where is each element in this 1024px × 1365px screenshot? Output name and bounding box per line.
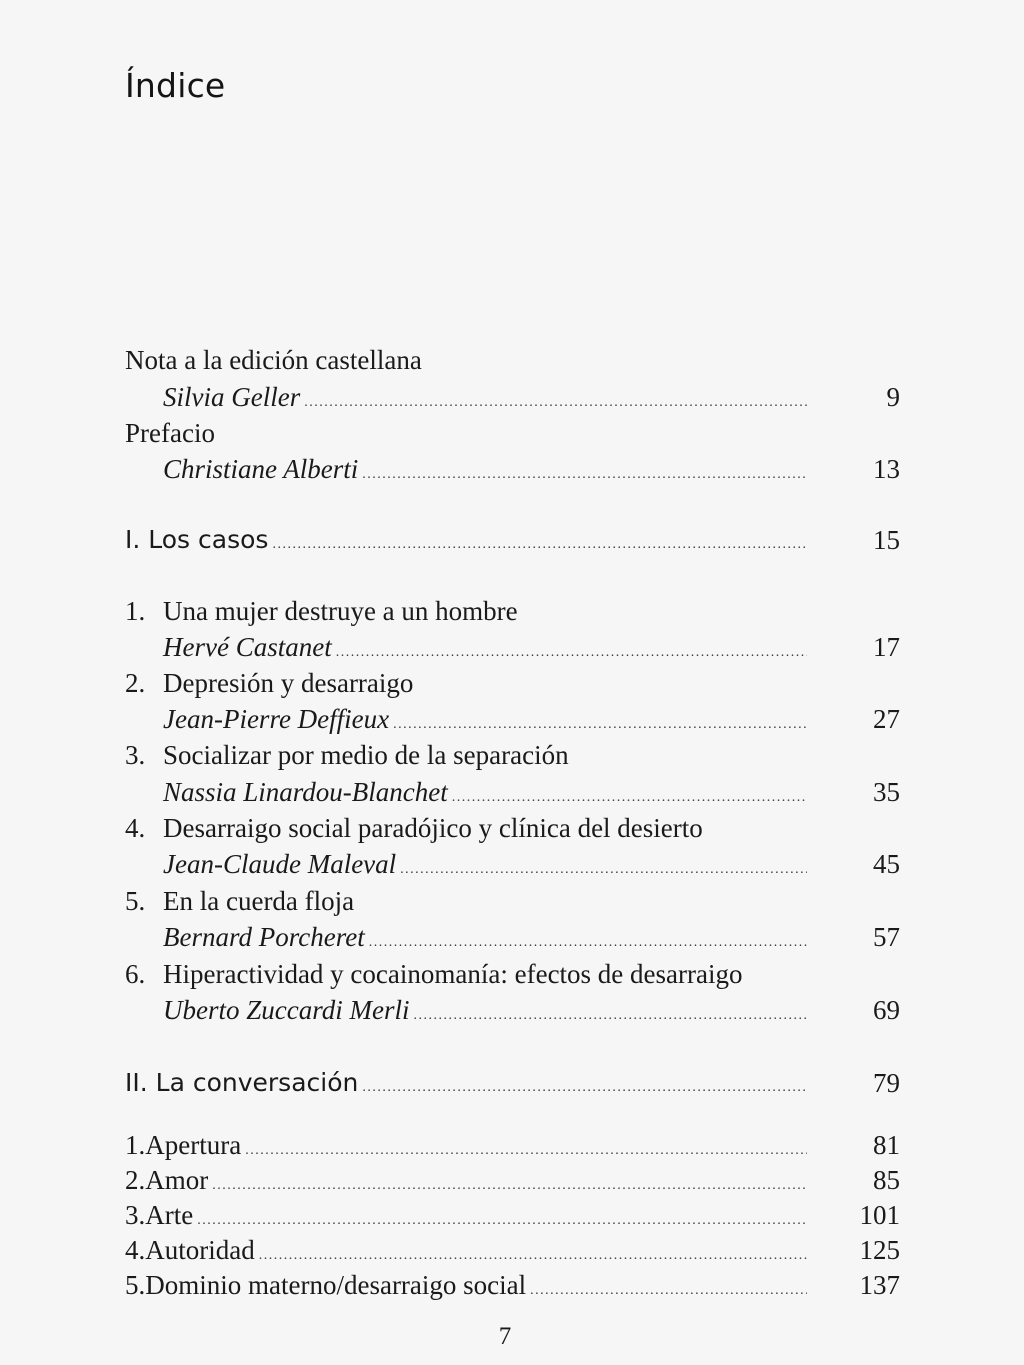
- page-title: Índice: [125, 66, 226, 105]
- toc-chapter: [125, 1268, 809, 1302]
- chapter-number: 5.: [125, 1270, 146, 1300]
- toc-heading-text: Prefacio: [125, 418, 215, 448]
- toc-author: Bernard Porcheret: [163, 922, 365, 952]
- leader-dots: [272, 528, 807, 562]
- chapter-title: Una mujer destruye a un hombre: [163, 596, 518, 626]
- leader-dots: [369, 926, 807, 960]
- leader-dots: [362, 1071, 807, 1105]
- page-number-footer: 7: [498, 1323, 512, 1350]
- toc-page-number: 69: [873, 995, 900, 1025]
- chapter-number: 5.: [125, 886, 146, 916]
- toc-page-number: 15: [873, 525, 900, 555]
- chapter-title: En la cuerda floja: [163, 886, 355, 916]
- toc-page-number: 125: [859, 1235, 900, 1265]
- leader-dots: [400, 853, 807, 887]
- toc-section: [125, 1066, 809, 1100]
- toc-author-line: [163, 702, 809, 736]
- toc-author: Uberto Zuccardi Merli: [163, 995, 410, 1025]
- toc-author: Jean-Claude Maleval: [163, 849, 397, 879]
- toc-page-number: 13: [873, 454, 900, 484]
- chapter-number: 2.: [125, 668, 146, 698]
- toc-page-number: 9: [886, 382, 900, 412]
- toc-page-number: 79: [873, 1068, 900, 1098]
- toc-author: Nassia Linardou-Blanchet: [163, 777, 448, 807]
- toc-chapter: [125, 957, 809, 991]
- leader-dots: [413, 999, 807, 1033]
- chapter-number: 1.: [125, 1130, 146, 1160]
- toc-page-number: 85: [873, 1165, 900, 1195]
- toc-chapter: [125, 594, 809, 628]
- toc-author-line: [163, 452, 809, 486]
- chapter-title: Arte: [145, 1200, 194, 1230]
- toc-page-number: 27: [873, 704, 900, 734]
- toc-author-line: [163, 920, 809, 954]
- chapter-number: 6.: [125, 959, 146, 989]
- toc-chapter: [125, 884, 809, 918]
- leader-dots: [530, 1274, 807, 1308]
- leader-dots: [393, 708, 807, 742]
- leader-dots: [362, 458, 807, 492]
- toc-chapter: [125, 1128, 809, 1162]
- toc-chapter: [125, 811, 809, 845]
- toc-author: Hervé Castanet: [163, 632, 332, 662]
- toc-section-title: I. Los casos: [125, 525, 269, 554]
- toc-author-line: [163, 380, 809, 414]
- toc-author: Christiane Alberti: [163, 454, 359, 484]
- toc-chapter: [125, 738, 809, 772]
- chapter-title: Desarraigo social paradójico y clínica del desierto: [163, 813, 703, 843]
- toc-heading: [125, 343, 815, 377]
- toc-chapter: [125, 1233, 809, 1267]
- toc-page-number: 101: [859, 1200, 900, 1230]
- toc-author-line: [163, 847, 809, 881]
- chapter-title: Autoridad: [145, 1235, 255, 1265]
- leader-dots: [452, 781, 807, 815]
- toc-author-line: [163, 630, 809, 664]
- chapter-number: 2.: [125, 1165, 146, 1195]
- toc-author: Silvia Geller: [163, 382, 301, 412]
- chapter-title: Hiperactividad y cocainomanía: efectos de desarraigo: [163, 959, 743, 989]
- chapter-title: Socializar por medio de la separación: [163, 740, 569, 770]
- chapter-number: 3.: [125, 740, 146, 770]
- leader-dots: [304, 386, 807, 420]
- toc-section-title: II. La conversación: [125, 1068, 359, 1097]
- chapter-number: 1.: [125, 596, 146, 626]
- toc-author-line: [163, 993, 809, 1027]
- chapter-title: Dominio materno/desarraigo social: [145, 1270, 527, 1300]
- chapter-title: Depresión y desarraigo: [163, 668, 414, 698]
- chapter-title: Apertura: [145, 1130, 242, 1160]
- chapter-number: 4.: [125, 1235, 146, 1265]
- toc-chapter: [125, 1163, 809, 1197]
- chapter-number: 4.: [125, 813, 146, 843]
- chapter-title: Amor: [145, 1165, 209, 1195]
- toc-section: [125, 523, 809, 557]
- toc-page-number: 35: [873, 777, 900, 807]
- toc-page-number: 137: [859, 1270, 900, 1300]
- toc-page-number: 45: [873, 849, 900, 879]
- chapter-number: 3.: [125, 1200, 146, 1230]
- toc-page-number: 81: [873, 1130, 900, 1160]
- toc-chapter: [125, 1198, 809, 1232]
- toc-page-number: 57: [873, 922, 900, 952]
- toc-heading-text: Nota a la edición castellana: [125, 345, 422, 375]
- toc-author: Jean-Pierre Deffieux: [163, 704, 390, 734]
- toc-page-number: 17: [873, 632, 900, 662]
- toc-heading: [125, 416, 815, 450]
- toc-chapter: [125, 666, 809, 700]
- leader-dots: [336, 636, 807, 670]
- toc-author-line: [163, 775, 809, 809]
